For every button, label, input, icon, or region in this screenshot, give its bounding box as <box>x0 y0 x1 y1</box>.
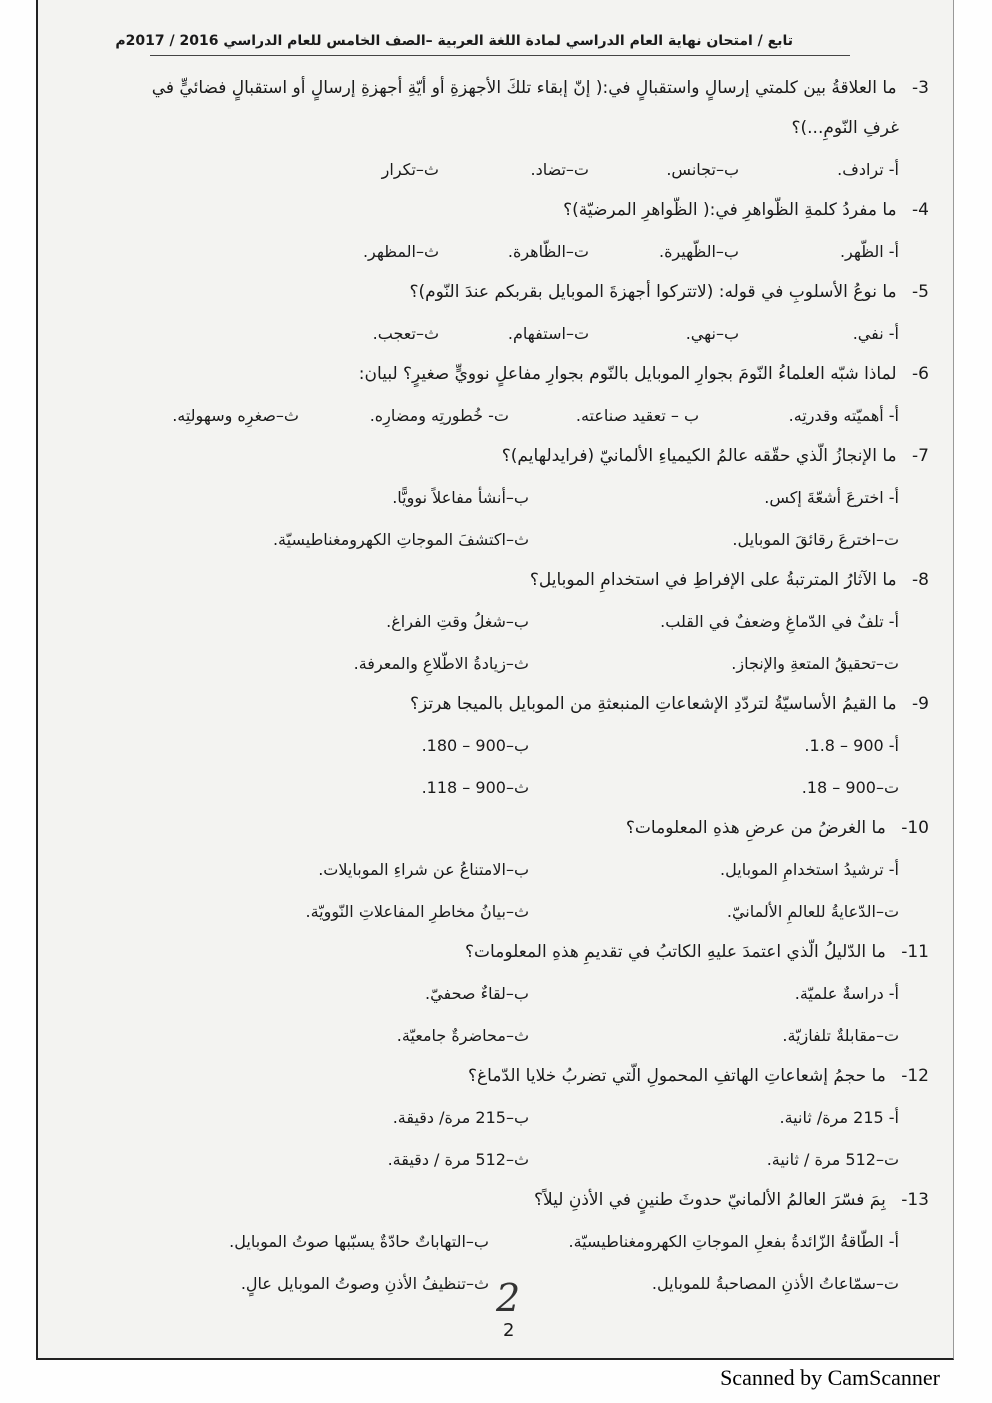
exam-header: تابع / امتحان نهاية العام الدراسي لمادة اللغة العربية –الصف الخامس للعام الدراسي 2016 / 2017م <box>115 33 793 49</box>
question-text: ما الغرضُ من عرضِ هذهِ المعلومات؟ <box>625 818 886 838</box>
option-th: ث–بيانُ مخاطرِ المفاعلاتِ النّوويّة. <box>305 901 529 921</box>
question-text: ما الآثارُ المترتبةُ على الإفراطِ في استخدامِ الموبايل؟ <box>529 570 897 590</box>
option-th: ث–صغرِه وسهولتِه. <box>172 405 299 425</box>
option-b: ب–تجانس. <box>666 159 739 179</box>
option-t: ت–الظّاهرة. <box>507 241 589 261</box>
question-number: 8- <box>912 570 929 590</box>
option-b: ب–الامتناعُ عن شراءِ الموبايلات. <box>318 859 529 879</box>
option-t: ت- خُطورتِه ومضارِه. <box>369 405 509 425</box>
option-th: ث–اكتشفَ الموجاتِ الكهرومغناطيسيّة. <box>272 529 529 549</box>
question-text: ما الإنجازُ الّذي حقّقه عالمُ الكيمياءِ الألمانيّ (فرايدلهايم)؟ <box>501 446 897 466</box>
option-t: ت–900 – 18. <box>801 777 899 797</box>
option-th: ث–تكرار <box>381 159 439 179</box>
question-text-continued: غرفِ النّومِ...)؟ <box>791 118 899 138</box>
question-text: ما حجمُ إشعاعاتِ الهاتفِ المحمولِ الّتي تضربُ خلايا الدّماغ؟ <box>468 1066 886 1086</box>
option-b: ب–لقاءٌ صحفيّ. <box>425 983 529 1003</box>
option-a: أ- اخترعَ أشعّةَ إكس. <box>764 487 899 507</box>
options-row <box>88 972 929 1014</box>
question-12 <box>88 1056 929 1180</box>
options-row <box>88 600 929 642</box>
question-8 <box>88 560 929 684</box>
option-b: ب–215 مرة/ دقيقة. <box>392 1107 529 1127</box>
option-t: ت–اخترعَ رقائقَ الموبايل. <box>732 529 899 549</box>
option-th: ث–512 مرة / دقيقة. <box>387 1149 529 1169</box>
option-th: ث–المظهر. <box>362 241 439 261</box>
question-text: ما القيمُ الأساسيّةُ لتردّدِ الإشعاعاتِ المنبعثةِ من الموبايل بالميجا هرتز؟ <box>410 694 897 714</box>
option-a: أ- تلفٌ في الدّماغِ وضعفٌ في القلب. <box>660 611 899 631</box>
option-t: ت–مقابلةٌ تلفازيّة. <box>782 1025 899 1045</box>
options-row <box>88 642 929 684</box>
question-number: 5- <box>912 282 929 302</box>
options-row <box>88 230 929 272</box>
option-b: ب – تعقيد صناعته. <box>575 405 699 425</box>
page-number: 2 <box>503 1320 515 1341</box>
options-row <box>88 518 929 560</box>
question-3 <box>88 68 929 190</box>
question-5 <box>88 272 929 354</box>
option-t: ت–الدّعايةُ للعالمِ الألمانيّ. <box>726 901 899 921</box>
option-a: أ- ترادف. <box>837 159 899 179</box>
options-row <box>88 766 929 808</box>
option-a: أ- نفي. <box>852 323 899 343</box>
options-row <box>88 148 929 190</box>
question-text: بِمَ فسّرَ العالمُ الألمانيّ حدوثَ طنينٍ في الأذنِ ليلاً؟ <box>533 1190 886 1210</box>
options-row <box>88 476 929 518</box>
options-row <box>88 394 929 436</box>
option-th: ث–تنظيفُ الأذنِ وصوتُ الموبايل عالٍ. <box>240 1273 489 1293</box>
question-text: ما الدّليلُ الّذي اعتمدَ عليهِ الكاتبُ في تقديمِ هذهِ المعلومات؟ <box>465 942 886 962</box>
options-row <box>88 1014 929 1056</box>
question-11 <box>88 932 929 1056</box>
option-b: ب–شغلُ وقتِ الفراغ. <box>386 611 529 631</box>
question-6 <box>88 354 929 436</box>
question-7 <box>88 436 929 560</box>
question-text: ما مفردُ كلمةِ الظّواهرِ في:( الظّواهرِ المرضيّة)؟ <box>563 200 897 220</box>
question-number: 10- <box>901 818 929 838</box>
option-th: ث–محاضرةٌ جامعيّة. <box>396 1025 529 1045</box>
question-text: ما نوعُ الأسلوبِ في قوله: (لاتتركوا أجهزةَ الموبايل بقربكم عندَ النّوم)؟ <box>409 282 897 302</box>
scanned-page <box>36 0 954 1360</box>
question-number: 4- <box>912 200 929 220</box>
question-number: 6- <box>912 364 929 384</box>
question-number: 11- <box>901 942 929 962</box>
header-rule <box>150 55 850 56</box>
option-a: أ- أهميّته وقدرتِه. <box>788 405 899 425</box>
option-t: ت–512 مرة / ثانية. <box>766 1149 899 1169</box>
option-t: ت–استفهام. <box>507 323 589 343</box>
option-b: ب–التهاباتٌ حادّةٌ يسبّبها صوتُ الموبايل. <box>229 1231 489 1251</box>
option-a: أ- ترشيدُ استخدامِ الموبايل. <box>720 859 899 879</box>
question-number: 12- <box>901 1066 929 1086</box>
question-4 <box>88 190 929 272</box>
option-b: ب–900 – 180. <box>421 735 529 755</box>
option-th: ث–تعجب. <box>372 323 439 343</box>
question-text: ما العلاقةُ بين كلمتي إرسالٍ واستقبالٍ في:( إنّ إبقاء تلكَ الأجهزةِ أو أيّةِ أجهزةِ إرسالٍ أو استقبالٍ فضائيٍّ في <box>151 78 897 98</box>
options-row <box>88 1096 929 1138</box>
option-a: أ- دراسةٌ علميّة. <box>794 983 899 1003</box>
question-9 <box>88 684 929 808</box>
option-a: أ- الطّاقةُ الزّائدةُ بفعلِ الموجاتِ الكهرومغناطيسيّة. <box>568 1231 899 1251</box>
option-t: ت–تحقيقُ المتعةِ والإنجاز. <box>731 653 899 673</box>
option-a: أ- الظّهر. <box>839 241 899 261</box>
option-a: أ- 900 – 1.8. <box>804 735 899 755</box>
options-row <box>88 890 929 932</box>
question-text: لماذا شبّه العلماءُ النّومَ بجوارِ الموبايل بالنّوم بجوارِ مفاعلٍ نوويٍّ صغيرٍ؟ لبيان: <box>358 364 897 384</box>
option-b: ب–الظّهيرة. <box>658 241 739 261</box>
options-row <box>88 724 929 766</box>
option-a: أ- 215 مرة/ ثانية. <box>779 1107 899 1127</box>
question-number: 13- <box>901 1190 929 1210</box>
question-number: 7- <box>912 446 929 466</box>
question-number: 9- <box>912 694 929 714</box>
option-th: ث–900 – 118. <box>421 777 529 797</box>
option-b: ب–أنشأ مفاعلاً نوويًّا. <box>392 487 529 507</box>
handwritten-page-number: 2 <box>496 1276 521 1320</box>
option-t: ت–تضاد. <box>530 159 589 179</box>
options-row <box>88 312 929 354</box>
option-t: ت–سمّاعاتُ الأذنِ المصاحبةُ للموبايل. <box>651 1273 899 1293</box>
option-b: ب–نهي. <box>685 323 739 343</box>
question-10 <box>88 808 929 932</box>
options-row <box>88 1138 929 1180</box>
options-row <box>88 848 929 890</box>
questions-list <box>88 68 929 1304</box>
scanner-watermark: Scanned by CamScanner <box>720 1365 940 1390</box>
options-row <box>88 1220 929 1262</box>
question-number: 3- <box>912 78 929 98</box>
option-th: ث–زيادةُ الاطّلاعِ والمعرفة. <box>353 653 529 673</box>
